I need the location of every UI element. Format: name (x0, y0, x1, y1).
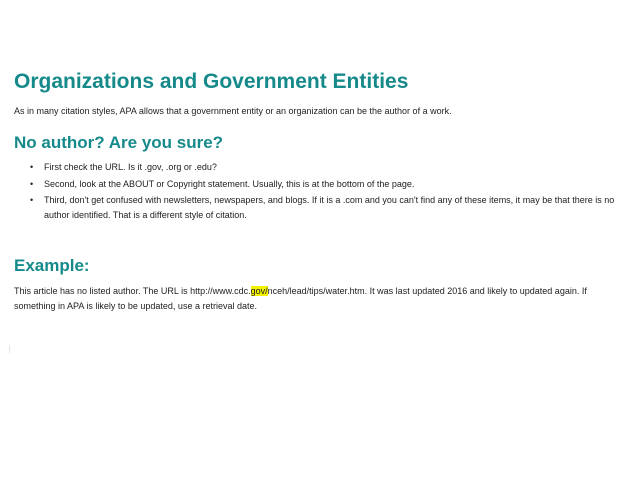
example-text-before: This article has no listed author. The URL is http://www.cdc. (14, 286, 251, 296)
list-item: • First check the URL. Is it .gov, .org or .edu? (30, 160, 620, 175)
intro-text: As in many citation styles, APA allows that a government entity or an organization can be the author of a work. (14, 106, 452, 116)
example-heading: Example: (14, 256, 90, 275)
highlighted-domain: gov/ (250, 286, 268, 296)
check-list (30, 160, 620, 224)
example-paragraph (14, 284, 629, 314)
page-title: Organizations and Government Entities (14, 70, 409, 93)
list-item: • Second, look at the ABOUT or Copyright statement. Usually, this is at the bottom of the page. (30, 177, 620, 192)
no-author-heading: No author? Are you sure? (14, 133, 224, 152)
example-text-after: nceh/lead/tips/water.htm. It was last updated 2016 and likely to updated again. If something in APA is likely to be updated, use a retrieval date. (14, 286, 587, 311)
list-item: • Third, don't get confused with newsletters, newspapers, and blogs. If it is a .com and you can't find any of these items, it may be that there is no author identified. That is a different style of citation. (30, 193, 620, 222)
divider (9, 345, 10, 353)
